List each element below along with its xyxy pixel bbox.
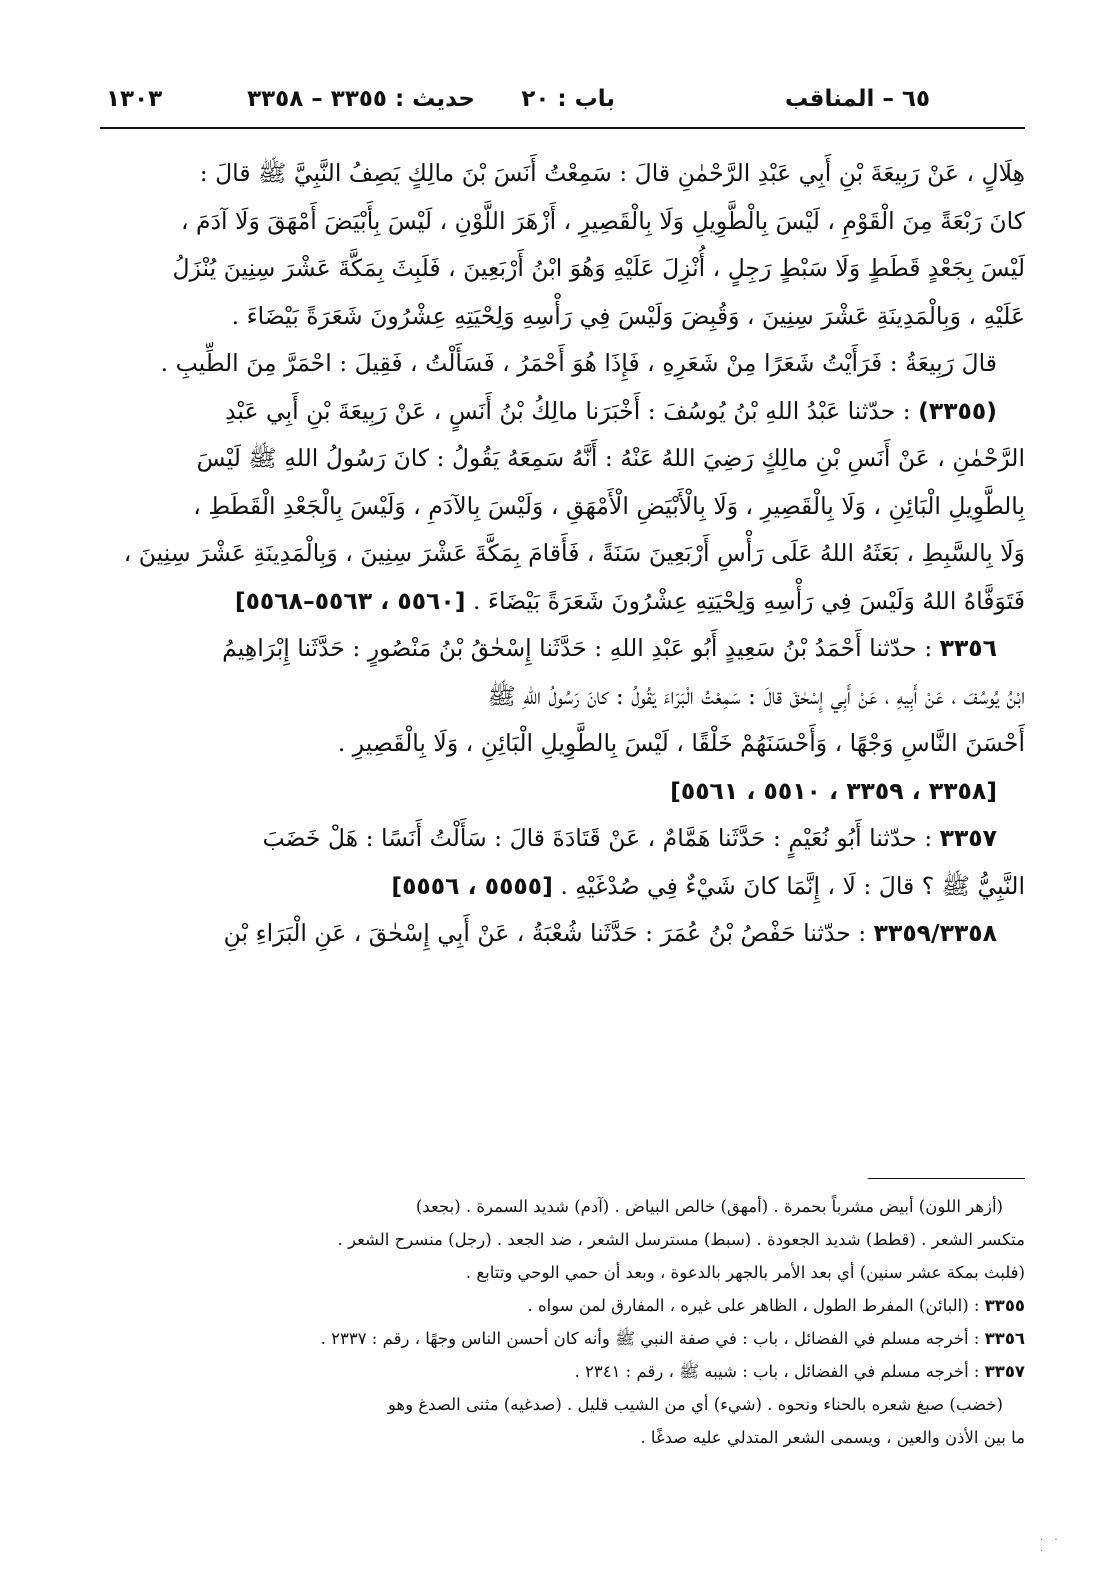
text-line: عَلَيْهِ ، وَبِالْمَدِينَةِ عَشْرَ سِنِينَ ، وَقُبِضَ وَلَيْسَ فِي رَأْسِهِ وَلِحْيَتِهِ عِشْرُونَ شَعَرَةً بَيْضَاءَ . [231, 301, 1025, 330]
footnote-3355 [100, 1289, 1025, 1322]
hadith-number: ٣٣٥٧ [939, 824, 997, 852]
hadith-text: : حدّثنا أَبُو نُعَيْمٍ : حَدَّثَنا هَمَّامٌ ، عَنْ قَتَادَةَ قالَ : سَأَلْتُ أَنَسًا : هَلْ خَضَبَ [262, 824, 940, 852]
text-line: أَحْسَنَ النَّاسِ وَجْهًا ، وَأَحْسَنَهُمْ خَلْقًا ، لَيْسَ بِالطَّوِيلِ الْبَائِنِ ، وَلَا بِالْقَصِيرِ . [337, 729, 1025, 757]
footnote-text: : (البائن) المفرط الطول ، الظاهر على غيره ، المفارق لمن سواه . [527, 1296, 985, 1315]
text-line: الرَّحْمٰنِ ، عَنْ أَنَسِ بْنِ مالِكٍ رَضِيَ اللهُ عَنْهُ : أَنَّهُ سَمِعَهُ يَقُولُ : كانَ رَسُولُ اللهِ ﷺ لَيْسَ [196, 444, 1025, 472]
scan-speckle: · · · [1040, 1535, 1062, 1557]
text-line: قالَ رَبِيعَةُ : فَرَأَيْتُ شَعَرًا مِنْ شَعَرِهِ ، فَإِذَا هُوَ أَحْمَرُ ، فَسَأَلْتُ ، فَقِيلَ : احْمَرَّ مِنَ الطِّيبِ . [160, 349, 997, 377]
text-line: وَلَا بِالسَّبِطِ ، بَعَثَهُ اللهُ عَلَى رَأْسِ أَرْبَعِينَ سَنَةً ، فَأَقامَ بِمَكَّةَ عَشْرَ سِنِينَ ، وَبِالْمَدِينَةِ عَشْرَ سِنِينَ ، [123, 539, 1025, 567]
hadith-text: : حدّثنا حَفْصُ بْنُ عُمَرَ : حَدَّثَنا شُعْبَةُ ، عَنْ أَبِي إِسْحٰقَ ، عَنِ الْبَرَاءِ بْنِ [223, 919, 874, 947]
hadith-number: (٣٣٥٥) [918, 396, 997, 425]
footnote-text: : أخرجه مسلم في الفضائل ، باب : في صفة النبي ﷺ وأنه كان أحسن الناس وجهًا ، رقم : ٢٣٣٧ . [320, 1329, 985, 1348]
hadith-3358-line [100, 910, 1025, 958]
footnote-3357 [100, 1355, 1025, 1388]
cross-reference: [٥٥٦٠ ، ٥٥٦٣–٥٥٦٨] [234, 586, 466, 615]
text-line: لَيْسَ بِجَعْدٍ قَطَطٍ وَلَا سَبْطٍ رَجِلٍ ، أُنْزِلَ عَلَيْهِ وَهُوَ ابْنُ أَرْبَعِينَ ، فَلَبِثَ بِمَكَّةَ عَشْرَ سِنِينَ يُنْزَلُ [172, 254, 1025, 282]
hadith-range: حديث : ٣٣٥٥ – ٣٣٥٨ [247, 86, 475, 112]
footnote-number: ٣٣٥٥ [984, 1296, 1025, 1315]
footnote-3356 [100, 1322, 1025, 1355]
footnote-line: متكسر الشعر . (قطط) شديد الجعودة . (سبط) مسترسل الشعر ، ضد الجعد . (رجل) منسرح الشعر . [337, 1230, 1025, 1249]
hadith-text: : حدّثنا عَبْدُ اللهِ بْنُ يُوسُفَ : أَخْبَرَنا مالِكُ بْنُ أَنَسٍ ، عَنْ رَبِيعَةَ بْنِ أَبِي عَبْدِ [225, 396, 919, 425]
footnote-number: ٣٣٥٦ [984, 1329, 1025, 1348]
footnote-line: (خضب) صبغ شعره بالحناء ونحوه . (شيء) أي من الشيب قليل . (صدغيه) مثنى الصدغ وهو [387, 1395, 1003, 1414]
running-header [100, 82, 1020, 122]
footnote-line: (أزهر اللون) أبيض مشرباً بحمرة . (أمهق) خالص البياض . (آدم) شديد السمرة . (بجعد) [415, 1197, 1003, 1216]
text-line [100, 578, 1025, 626]
text-line: بِالطَّوِيلِ الْبَائِنِ ، وَلَا بِالْقَصِيرِ ، وَلَا بِالْأَبْيَضِ الْأَمْهَقِ ، وَلَيْسَ بِالآدَمِ ، وَلَيْسَ بِالْجَعْدِ الْقَطَطِ ، [193, 491, 1025, 520]
text-line: كانَ رَبْعَةً مِنَ الْقَوْمِ ، لَيْسَ بِالْطَّوِيلِ وَلَا بِالْقَصِيرِ ، أَزْهَرَ اللَّوْنِ ، لَيْسَ بِأَبْيَضَ أَمْهَقَ وَلَا آدَمَ ، [180, 206, 1025, 235]
cross-reference: [٣٣٥٨ ، ٣٣٥٩ ، ٥٥١٠ ، ٥٥٦١] [670, 776, 997, 805]
hadith-3355-line [100, 388, 1025, 436]
footnotes [100, 1190, 1025, 1454]
text-line: ابْنُ يُوسُفَ ، عَنْ أَبِيهِ ، عَنْ أَبِي إِسْحٰقَ قالَ : سَمِعْتُ الْبَرَاءَ يَقُولُ : كانَ رَسُولُ اللهِ ﷺ [487, 681, 1025, 710]
header-rule [100, 127, 1025, 129]
main-text [100, 150, 1025, 958]
text-line [100, 863, 1025, 911]
bab-number: باب : ٢٠ [521, 86, 615, 112]
hadith-text: فَتَوَفَّاهُ اللهُ وَلَيْسَ فِي رَأْسِهِ وَلِحْيَتِهِ عِشْرُونَ شَعَرَةً بَيْضَاءَ . [465, 586, 1025, 615]
footnote-text: : أخرجه مسلم في الفضائل ، باب : شيبه ﷺ ، رقم : ٢٣٤١ . [574, 1362, 985, 1381]
chapter-title: ٦٥ – المناقب [785, 86, 930, 112]
hadith-3357-line [100, 815, 1025, 863]
hadith-text: النَّبِيُّ ﷺ ؟ قالَ : لَا ، إِنَّمَا كانَ شَيْءٌ فِي صُدْغَيْهِ . [552, 871, 1025, 900]
hadith-text: : حدّثنا أَحْمَدُ بْنُ سَعِيدٍ أَبُو عَبْدِ اللهِ : حَدَّثَنا إِسْحٰقُ بْنُ مَنْصُورٍ : حَدَّثَنا إِبْرَاهِيمُ [222, 634, 940, 662]
footnote-rule [868, 1178, 1025, 1179]
footnote-line: ما بين الأذن والعين ، ويسمى الشعر المتدلي عليه صدغًا . [640, 1428, 1025, 1447]
hadith-number: ٣٣٥٦ [939, 634, 997, 662]
text-line [100, 768, 1025, 816]
footnote-line: (فلبث بمكة عشر سنين) أي بعد الأمر بالجهر بالدعوة ، وبعد أن حمي الوحي وتتابع . [465, 1263, 1025, 1282]
page-number: ١٣٠٣ [106, 86, 163, 112]
hadith-number: ٣٣٥٩/٣٣٥٨ [873, 919, 997, 947]
cross-reference: [٥٥٥٥ ، ٥٥٥٦] [391, 871, 553, 900]
footnote-number: ٣٣٥٧ [984, 1362, 1025, 1381]
hadith-3356-line [100, 625, 1025, 673]
text-line: هِلَالٍ ، عَنْ رَبِيعَةَ بْنِ أَبِي عَبْدِ الرَّحْمٰنِ قالَ : سَمِعْتُ أَنَسَ بْنَ مالِكٍ يَصِفُ النَّبِيَّ ﷺ قالَ : [199, 159, 1025, 187]
